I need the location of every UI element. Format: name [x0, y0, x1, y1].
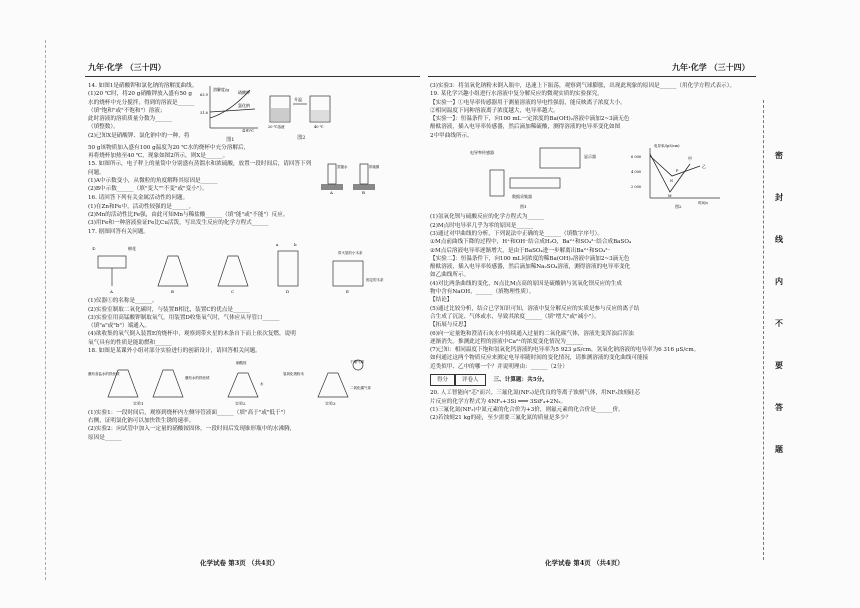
seal-char: 密	[775, 150, 783, 160]
page-footer-left: 化学试卷 第3页 （共4页）	[200, 559, 279, 567]
text-line: (1)20 ℃时，将20 g硝酸钾放入盛有50 g	[88, 91, 192, 98]
text-line: 【实验一】：恒温条件下，向100 mL一定浓度的Ba(OH)₂溶液中滴加2~3滴无色	[430, 116, 630, 123]
tick-label: 6 000	[631, 155, 642, 160]
text-line: ②M点后溶液电导率逐渐增大，是由于BaSO₄进一步解离出Ba²⁺和SO₄²⁻	[430, 247, 611, 254]
axis-label: 温度/℃	[242, 129, 255, 133]
q15-text	[88, 160, 311, 194]
text-line: (1)在Zn和Fe中，活动性较强的是______。	[88, 203, 195, 210]
axis-label: 电导率/(μS/cm)	[654, 144, 680, 149]
q14-block	[88, 87, 418, 144]
grader-cell: 评卷人	[455, 374, 486, 386]
label: 水	[260, 382, 264, 387]
text-line: (1)实验1：一段时间后，观察到烧杯内左侧导管液面______（填"高于"或"低于"）	[88, 409, 289, 416]
text-line: 2中甲曲线所示。	[430, 132, 473, 139]
text-line: (4)对比两条曲线的变化，N点比M点高的原因是硫酸钠与氢氧化钡反应的生成	[430, 280, 622, 287]
q15-block	[88, 160, 418, 194]
text-line: (1)仪器①的名称是______。	[88, 298, 158, 305]
series-label: 氯化钠	[238, 103, 251, 109]
text-line: (3)通过对甲曲线的分析，下列说法中正确的是______（填数字序号）。	[430, 230, 603, 237]
text-line: (4)欲收集的氧气倒入装置E的烧杯中，观察到带火星的木条自下而上依次复燃，说明	[88, 331, 296, 338]
q19-title: 19. 某化学兴趣小组进行水溶液中复分解反应的微观实质的实验探究。	[430, 91, 603, 98]
series-label: 硝酸钾	[238, 90, 251, 96]
text-line: 氧气具有的性质是能助燃和______	[88, 339, 172, 346]
seal-char: 内	[775, 276, 783, 286]
text-line: 原因是______	[88, 434, 122, 441]
tick-label: 4 000	[631, 170, 642, 175]
seal-char: 题	[775, 444, 783, 454]
text-line: (2)M点时电导率几乎为零的原因是______	[430, 222, 534, 229]
page-header-right: 九年·化学 （三十四）	[672, 62, 750, 72]
point-label: P	[676, 169, 679, 174]
text-line: 此时溶液的溶质质量分数为______	[88, 116, 172, 123]
section-title: 三、计算题：共5分。	[493, 377, 548, 384]
beaker-label: 40 ℃	[314, 125, 324, 130]
text-line: ②相同温度下同种溶液离子浓度越大，电导率越大。	[430, 107, 559, 114]
point-label: M	[668, 194, 672, 199]
text-line: (2)Mn的活动性比Fe强，由此可知Mn与稀盐酸______（填"能"或"不能"）反应。	[88, 212, 289, 219]
section-label: 【拓展与反思】	[430, 322, 470, 329]
axis-label: 时间/s	[698, 201, 708, 206]
label: 蒸馏水	[337, 165, 348, 170]
label: 带火星的小木条	[338, 250, 363, 255]
text-line: 右侧，证明氯化钠可以加快铁生锈的速率。	[88, 417, 195, 424]
label: ①	[92, 245, 96, 251]
label: 棉花	[128, 245, 136, 251]
series-label: 乙	[702, 164, 706, 170]
arrow-label: 升温	[294, 97, 303, 103]
text-line: (5)通过比较分析，结合已学知识可知，溶液中复分解反应的实质是参与反应的离子结	[430, 305, 640, 312]
text-line: （填"饱和"或"不饱和"）溶液；	[88, 107, 166, 114]
text-line: （填整数）。	[88, 124, 119, 131]
text-line: 【实验一】①电导率传感器用于测量溶液的导电性强弱，能反映离子浓度大小。	[430, 99, 626, 106]
text-line: (1)三氟化氮(NF₃)中氮元素的化合价为+3价，则氟元素的化合价是______价。	[430, 406, 624, 413]
page-footer-right: 化学试卷 第4页 （共4页）	[545, 559, 624, 567]
figure-caption: 图2	[297, 134, 306, 141]
seal-text	[768, 150, 790, 486]
label: 实验2	[235, 401, 246, 406]
label: A	[110, 288, 113, 294]
seal-line	[763, 100, 765, 560]
beaker-label: 20 ℃溶液	[268, 125, 285, 130]
text-line: (1)A中示数变小，从微粒的角度解释其原因是______	[88, 178, 218, 185]
balance-diagram	[319, 160, 379, 194]
text-line: 如乙曲线所示。	[430, 272, 470, 279]
q14-figures	[200, 84, 336, 144]
seal-char: 不	[775, 318, 783, 328]
label: D	[286, 288, 290, 294]
text-line: (2)已知X是硝酸钾、氯化钠中的一种，将	[88, 132, 190, 139]
label: 图1	[520, 204, 527, 210]
tick-label: 63.9	[200, 93, 209, 98]
seal-char: 封	[775, 192, 783, 202]
text-line: 片反应的化学方程式为 4NF₃+3Si ═══ 3SiF₄+2N₂。	[430, 398, 567, 405]
q20-title: 20. 人工智能向"芯"而兴。三氟化氮(NF₃)是优良的等离子蚀刻气体，用NF₃蚀刻硅芯	[430, 390, 641, 397]
label: 浓硫酸	[369, 165, 380, 170]
label: 硝酸铵	[236, 361, 247, 366]
left-column	[88, 82, 418, 442]
figure-caption: 图2	[675, 204, 682, 210]
text-line: 问题。	[88, 169, 105, 176]
label: 电导率传感器	[470, 150, 494, 156]
label: B	[362, 190, 366, 195]
text-line: (2)B中示数______（填"变大""不变"或"变小"）。	[88, 186, 208, 193]
text-line: 酚酞溶液，插入电导率传感器，然后滴加稀硫酸，测得溶液的电导率变化如图	[430, 124, 621, 131]
score-cell: 得分	[430, 374, 455, 386]
text-line: (2)实验2：向试管中加入一定量的硝酸铵固体，一段时间后发现锥形瓶中的水沸腾，	[88, 426, 296, 433]
text-line: (7)已知：相同温度下饱和氢氧化钙溶液的电导率为5 923 μS/cm，氢氧化钠溶液的电导率为6 316 μS/cm。	[430, 347, 700, 354]
label: 氢氧化钠粉末	[283, 372, 304, 377]
tick-label: 31.6	[200, 111, 209, 116]
label: B	[171, 288, 174, 294]
label: 实验3	[325, 401, 336, 406]
label: E	[346, 288, 349, 294]
label: b	[294, 241, 297, 247]
tick-label: 2 000	[631, 185, 642, 190]
solubility-figure	[200, 84, 260, 144]
seal-char: 线	[775, 234, 783, 244]
label: C	[231, 288, 235, 294]
text-line: (2)若蚀刻21 kg的硅，至少需要三氟化氮的质量是多少？	[430, 415, 572, 422]
text-line: 逐渐消失。推测此过程的溶液中Ca²⁺的浓度变化情况为______	[430, 338, 583, 345]
q14-text	[88, 90, 194, 144]
label: 蘸有水的铁丝绒	[185, 376, 210, 381]
conductivity-setup-diagram	[430, 140, 730, 210]
seal-char: 答	[775, 402, 783, 412]
label: 蘸有食盐水的铁丝绒	[88, 372, 120, 377]
label: 显示器	[584, 154, 596, 160]
text-line: 酚酞溶液，插入电导率传感器，然后滴加稀Na₂SO₄溶液，测得溶液的电导率变化	[430, 264, 631, 271]
text-line: （填"a"或"b"）端通入。	[88, 323, 150, 330]
binding-line-left	[45, 40, 47, 580]
text-line: (3)用Fe和一种溶液验证Fe比Cu活泼，写出发生反应的化学方程式______	[88, 220, 269, 227]
text-line: 合生成了沉淀、气体或水，导致其浓度______（填"增大"或"减小"）。	[430, 313, 600, 320]
label: 实验1	[133, 401, 144, 406]
text-line: (3)实验室用高锰酸钾制取氧气，用装置D收集氧气时，气体应从导管口______	[88, 314, 280, 321]
section-label: 【结论】	[430, 297, 453, 304]
axis-label: 溶解度/g	[213, 87, 230, 93]
seal-char: 要	[775, 360, 783, 370]
figure-caption: 图1	[226, 136, 235, 143]
score-table	[430, 374, 486, 386]
label: 二氧化碳气体	[350, 386, 371, 391]
label: 数据采集器	[512, 194, 532, 200]
text-line: 物中含有NaOH，______（填物理性质）。	[430, 289, 535, 296]
beakers-diagram	[266, 84, 336, 130]
text-line: (6)向一定量饱和澄清石灰水中持续通入过量的二氧化碳气体，溶液先变浑浊后浑浊	[430, 330, 634, 337]
header-rule-left	[85, 76, 420, 77]
text-line: 【实验二】：恒温条件下，向100 mL同浓度的稀Ba(OH)₂溶液中滴加2~3滴无色	[430, 255, 630, 262]
label: 固定的木条	[366, 277, 384, 282]
solubility-curve-diagram	[200, 84, 260, 132]
beaker-figure	[266, 84, 336, 144]
q16-title: 16. 请回答下列有关金属活动性的问题。	[88, 195, 189, 202]
q15-title: 15. 如图所示，电子秤上的量筒中分别盛有蒸馏水和浓硫酸，放置一段时间后，请回答下列	[88, 161, 312, 168]
apparatus-diagram	[88, 236, 388, 294]
right-column	[430, 82, 750, 423]
text-line: 近类似甲、乙中的哪一个？并说明理由：______（2分）	[430, 363, 568, 370]
score-row	[430, 371, 750, 389]
header-rule-right	[428, 76, 756, 77]
point-label: N	[670, 179, 674, 184]
q14-title: 14. 如图1是硝酸钾和氯化钠的溶解度曲线。	[88, 83, 198, 89]
text-line: 如何通过这两个物质反应来测定电导率随时间的变化情况，请推测溶液的变化曲线可能接	[430, 355, 649, 362]
text-line: 再将烧杯加热至40 ℃，现象如图2所示，则X是______。	[88, 153, 229, 160]
text-line: (2)实验室制取二氧化碳时，与装置B相比，装置C的优点是______	[88, 306, 250, 313]
text-line: ①M点前曲线下降的过程中，H⁺和OH⁻结合成H₂O，Ba²⁺和SO₄²⁻结合成BaSO₄	[430, 239, 632, 246]
page-header-left: 九年·化学 （三十四）	[88, 62, 166, 72]
label: A	[330, 190, 334, 195]
q18-title: 18. 如图是某课外小组对部分实验进行的创新设计，请回答相关问题。	[88, 348, 261, 355]
experiment-diagram	[88, 355, 388, 405]
text-line: (1)氢氧化钡与硫酸反应的化学方程式为______	[430, 214, 545, 221]
text-line: 50 g该物质加入盛有100 g温度为20 ℃水的烧杯中充分溶解后，	[88, 144, 250, 151]
q17-title: 17. 据图回答有关问题。	[88, 228, 150, 235]
label: 干瘪气球	[350, 360, 364, 365]
label: a	[276, 241, 279, 247]
series-label: 甲	[688, 156, 692, 162]
text-line: 水的烧杯中充分搅拌，得到的溶液是______	[88, 99, 195, 106]
text-line: (3)实验3：将氢氧化钠粉末倒入瓶中，迅速上下振荡，观察到气球膨胀，出现此现象的原因是______（用化学方程式表示）。	[430, 83, 736, 89]
